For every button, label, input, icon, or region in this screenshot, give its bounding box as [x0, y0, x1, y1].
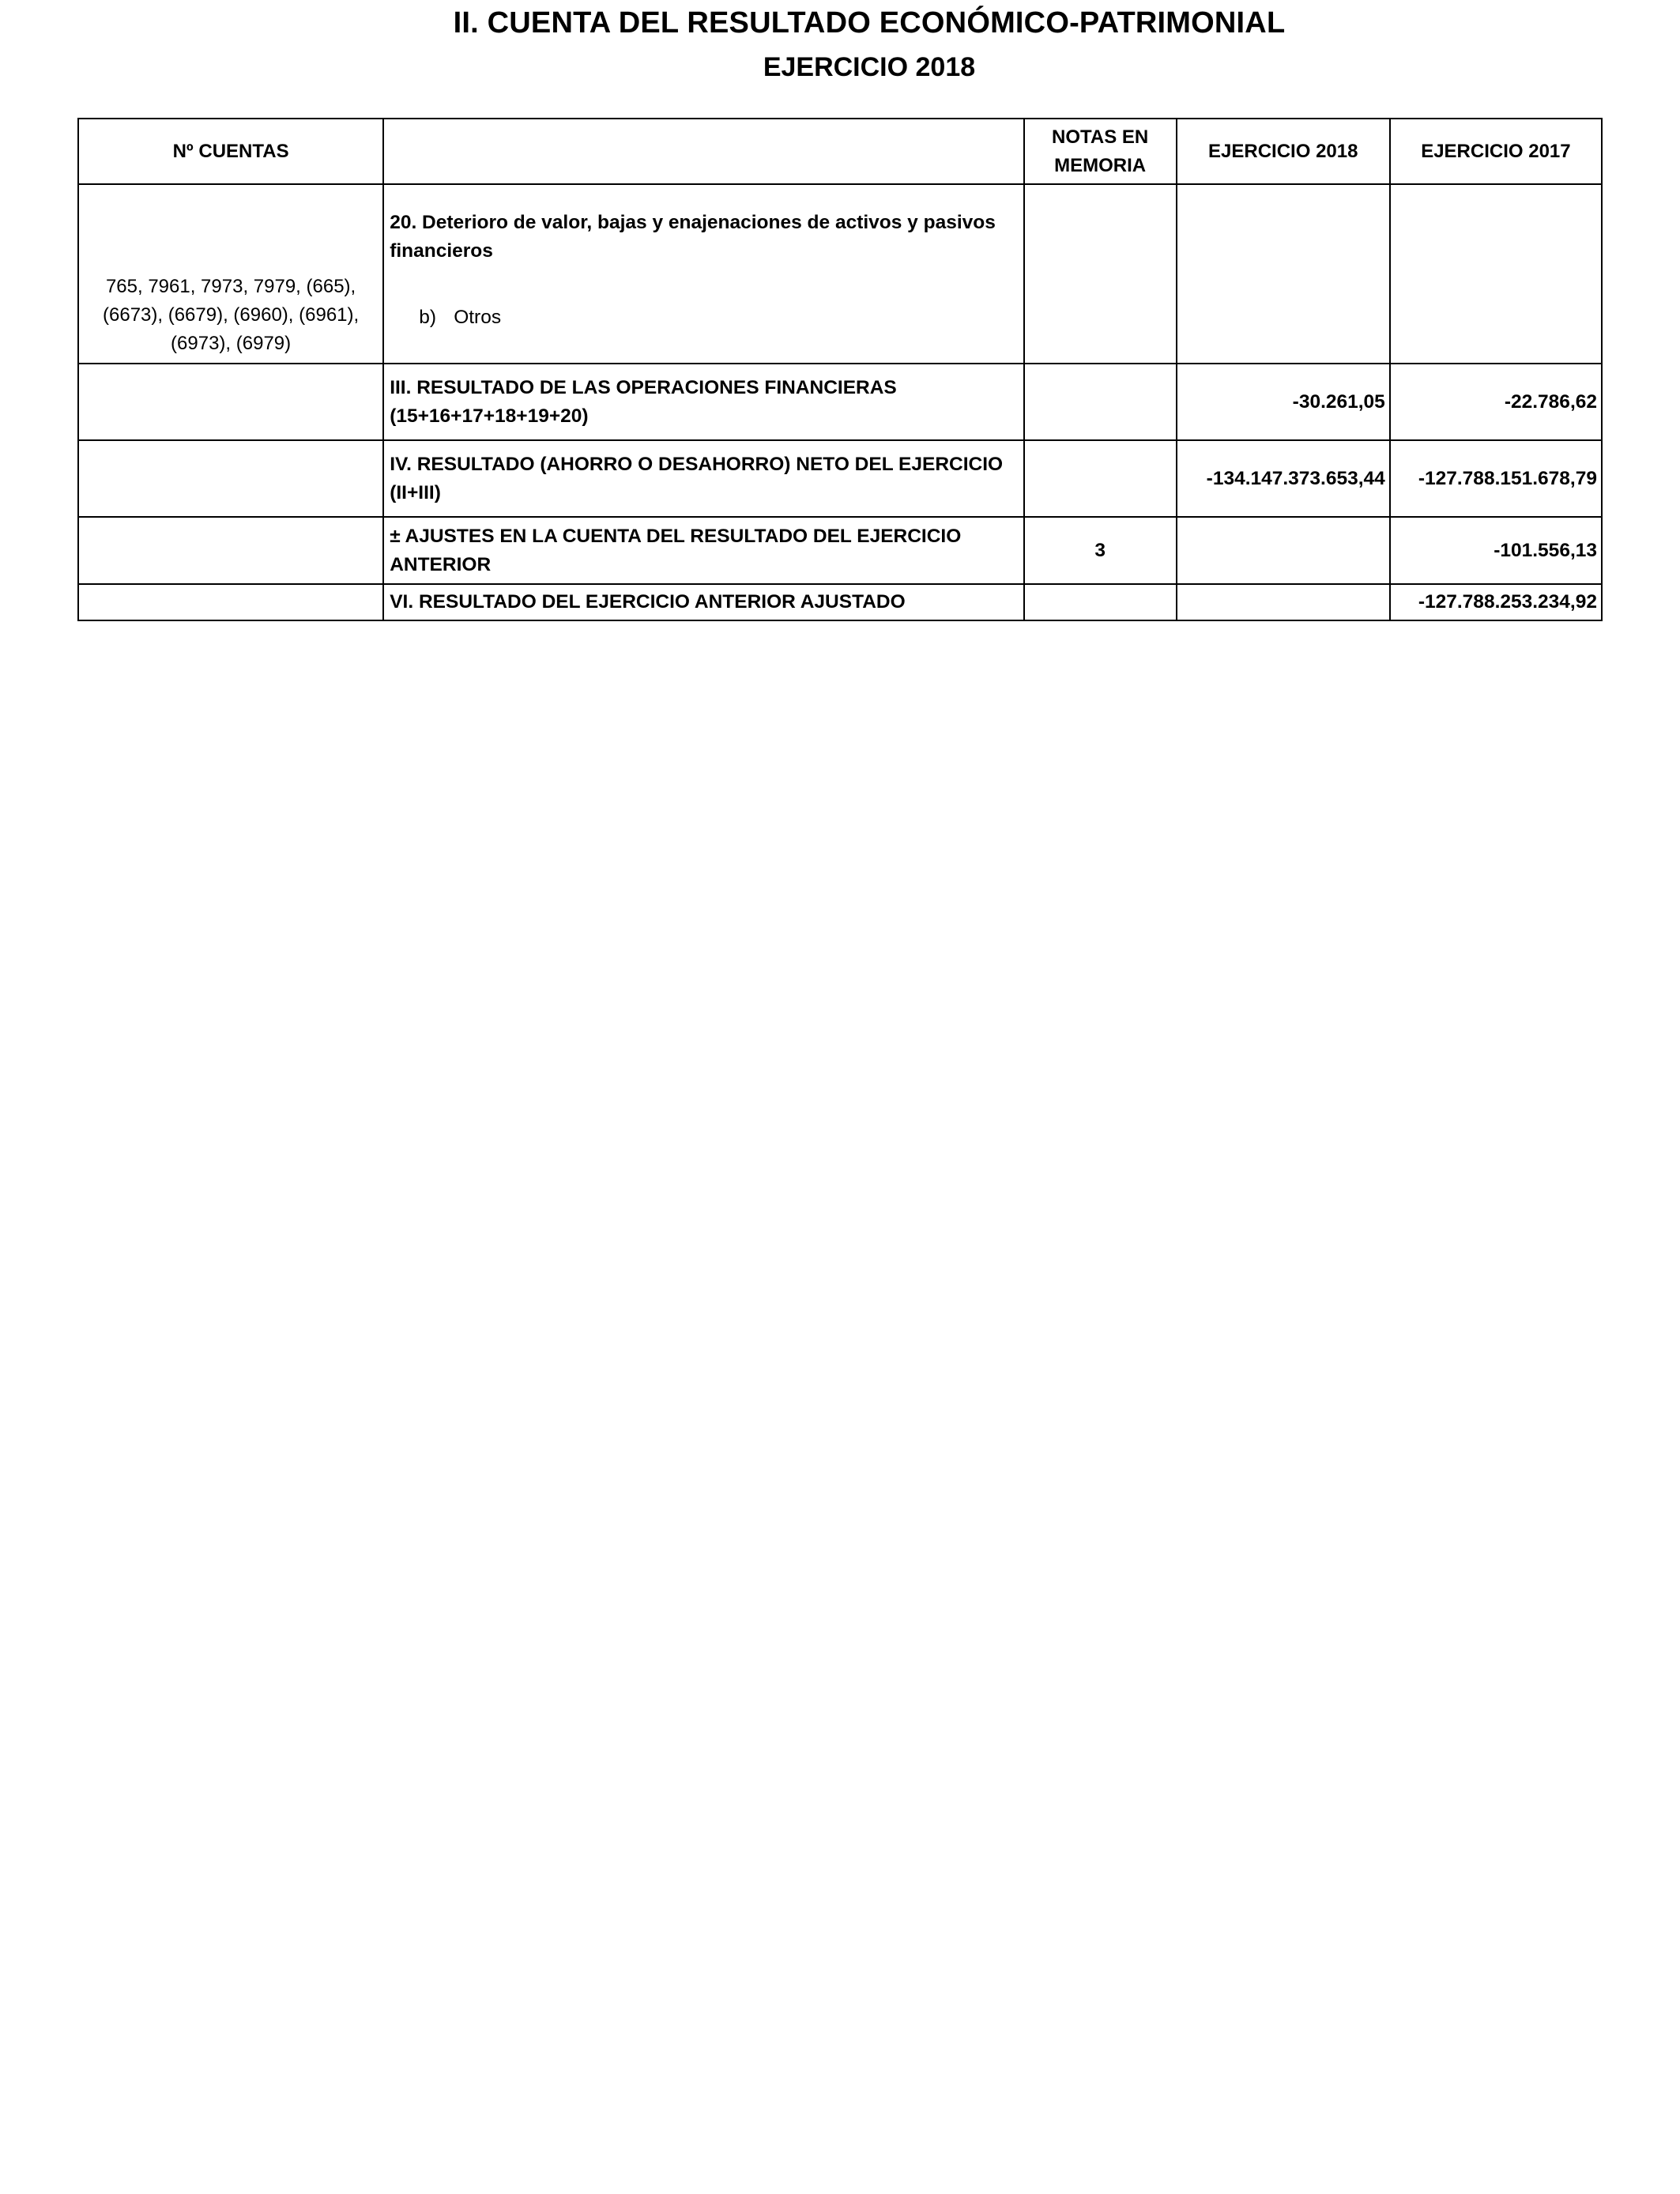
- table-row: [78, 364, 1602, 440]
- cell-ejercicio-2017: -101.556,13: [1390, 517, 1602, 584]
- table-header-row: [78, 119, 1602, 184]
- item-20-title: 20. Deterioro de valor, bajas y enajenaciones de activos y pasivos financieros: [390, 212, 996, 262]
- table-row: [78, 584, 1602, 620]
- cell-ejercicio-2017: -127.788.151.678,79: [1390, 440, 1602, 517]
- cell-cuentas: [78, 584, 383, 620]
- cell-cuentas: [78, 517, 383, 584]
- header-ejercicio-2017: EJERCICIO 2017: [1390, 119, 1602, 184]
- cell-cuentas: [78, 440, 383, 517]
- cell-descripcion: VI. RESULTADO DEL EJERCICIO ANTERIOR AJUSTADO: [383, 584, 1023, 620]
- cell-ejercicio-2018: [1177, 184, 1390, 364]
- cell-ejercicio-2018: [1177, 584, 1390, 620]
- cell-ejercicio-2018: -134.147.373.653,44: [1177, 440, 1390, 517]
- header-notas-line2: MEMORIA: [1054, 154, 1147, 176]
- cell-ejercicio-2017: [1390, 184, 1602, 364]
- subitem-letter: b): [419, 307, 436, 328]
- cell-notas: 3: [1024, 517, 1177, 584]
- header-ejercicio-2018: EJERCICIO 2018: [1177, 119, 1390, 184]
- cell-cuentas: 765, 7961, 7973, 7979, (665), (6673), (6679), (6960), (6961), (6973), (6979): [78, 184, 383, 364]
- item-20-subitem: [419, 303, 501, 332]
- cell-ejercicio-2018: [1177, 517, 1390, 584]
- cell-descripcion: III. RESULTADO DE LAS OPERACIONES FINANCIERAS (15+16+17+18+19+20): [383, 364, 1023, 440]
- header-descripcion: [383, 119, 1023, 184]
- results-table: [77, 118, 1603, 621]
- cell-notas: [1024, 184, 1177, 364]
- table-row: [78, 440, 1602, 517]
- cell-descripcion: IV. RESULTADO (AHORRO O DESAHORRO) NETO DEL EJERCICIO (II+III): [383, 440, 1023, 517]
- cell-ejercicio-2018: -30.261,05: [1177, 364, 1390, 440]
- header-cuentas: Nº CUENTAS: [78, 119, 383, 184]
- table-row: [78, 184, 1602, 364]
- cell-notas: [1024, 364, 1177, 440]
- cell-notas: [1024, 440, 1177, 517]
- cell-cuentas: [78, 364, 383, 440]
- table-row: [78, 517, 1602, 584]
- cell-ejercicio-2017: -22.786,62: [1390, 364, 1602, 440]
- subitem-label: Otros: [454, 307, 502, 328]
- cell-ejercicio-2017: -127.788.253.234,92: [1390, 584, 1602, 620]
- header-notas-line1: NOTAS EN: [1052, 126, 1149, 148]
- header-notas: [1024, 119, 1177, 184]
- page-title: II. CUENTA DEL RESULTADO ECONÓMICO-PATRIMONIAL: [453, 6, 1286, 40]
- page-subtitle: EJERCICIO 2018: [763, 52, 976, 82]
- cell-descripcion: [383, 184, 1023, 364]
- cell-descripcion: ± AJUSTES EN LA CUENTA DEL RESULTADO DEL EJERCICIO ANTERIOR: [383, 517, 1023, 584]
- cell-notas: [1024, 584, 1177, 620]
